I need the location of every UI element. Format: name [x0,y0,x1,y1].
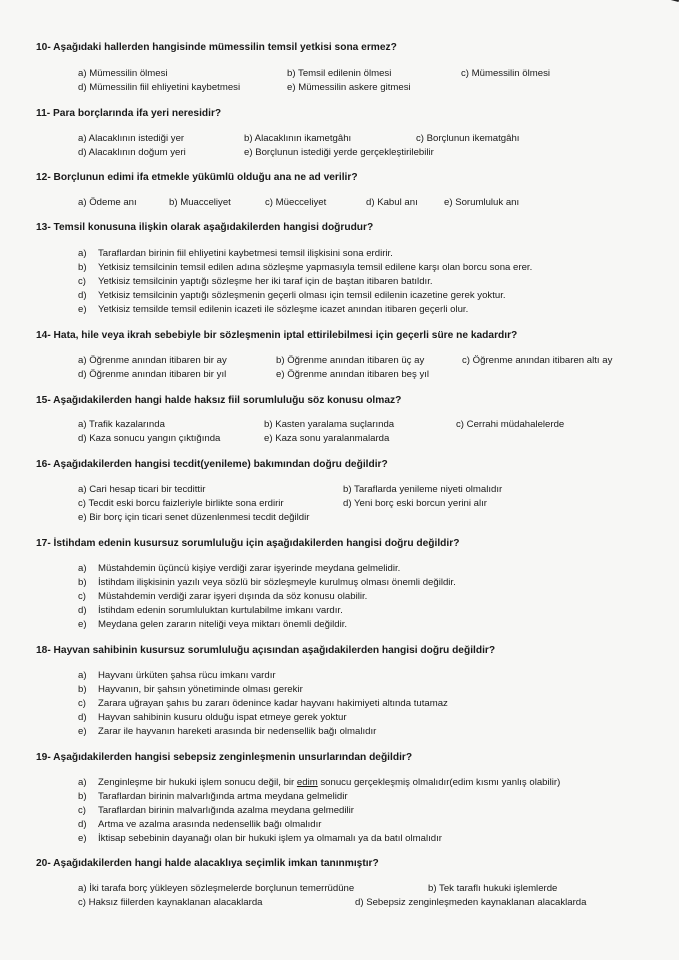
question-10-option-b: b) Temsil edilenin ölmesi [287,68,392,79]
question-20-option-c: c) Haksız fiilerden kaynaklanan alacaklarda [78,897,263,908]
question-19-option-c-text: Taraflardan birinin malvarlığında azalma meydana gelmedilir [98,805,354,816]
question-18-option-a-text: Hayvanı ürküten şahsa rücu imkanı vardır [98,670,276,681]
question-14-title: 14- Hata, hile veya ikrah sebebiyle bir sözleşmenin iptal ettirilebilmesi için geçerli süre ne kadardır? [36,330,518,341]
scan-corner-mark [659,0,679,10]
question-16-title: 16- Aşağıdakilerden hangisi tecdit(yenileme) bakımından doğru değildir? [36,459,388,470]
question-11-option-a: a) Alacaklının istediği yer [78,133,185,144]
question-11-option-d: d) Alacaklının doğum yeri [78,147,186,158]
question-19-option-d-label: d) [78,819,87,830]
question-19-option-b-label: b) [78,791,87,802]
question-17-option-d-text: İstihdam edenin sorumluluktan kurtulabilme imkanı vardır. [98,605,343,616]
question-20-option-b: b) Tek taraflı hukuki işlemlerde [428,883,558,894]
question-17-option-c-text: Müstahdemin verdiği zarar işyeri dışında da söz konusu olabilir. [98,591,368,602]
question-20-option-a: a) İki tarafa borç yükleyen sözleşmelerde borçlunun temerrüdüne [78,883,355,894]
question-13-option-d-text: Yetkisiz temsilcinin yaptığı sözleşmenin geçerli olması için temsil edilenin icazetine gerek yoktur. [98,290,506,301]
question-20-title: 20- Aşağıdakilerden hangi halde alacaklıya seçimlik imkan tanınmıştır? [36,858,379,869]
question-13-option-d-label: d) [78,290,87,301]
question-18-title: 18- Hayvan sahibinin kusursuz sorumluluğu açısından aşağıdakilerden hangisi doğru değildir? [36,645,496,656]
question-10-option-d: d) Mümessilin fiil ehliyetini kaybetmesi [78,82,241,93]
question-17-option-e-label: e) [78,619,87,630]
question-17-option-e-text: Meydana gelen zararın niteliği veya miktarı önemli değildir. [98,619,348,630]
question-18-option-e-label: e) [78,726,87,737]
question-17-option-a-text: Müstahdemin üçüncü kişiye verdiği zarar işyerinde meydana gelmelidir. [98,563,401,574]
question-15-option-a: a) Trafik kazalarında [78,419,165,430]
question-13-option-c-text: Yetkisiz temsilcinin yaptığı sözleşme her iki taraf için de baştan itibaren batıldır. [98,276,433,287]
question-14-option-a: a) Öğrenme anından itibaren bir ay [78,355,227,366]
question-12-option-e: e) Sorumluluk anı [444,197,520,208]
question-10-option-c: c) Mümessilin ölmesi [461,68,551,79]
question-17-option-a-label: a) [78,563,87,574]
question-14-option-b: b) Öğrenme anından itibaren üç ay [276,355,425,366]
question-13-option-e-text: Yetkisiz temsilde temsil edilenin icazeti ile sözleşme icazet anından itibaren geçerli olur. [98,304,469,315]
question-19-option-a-text-end: sonucu gerçekleşmiş olmalıdır(edim kısmı yanlış olabilir) [317,777,561,788]
question-18-option-d-label: d) [78,712,87,723]
question-13-option-a-text: Taraflardan birinin fiil ehliyetini kaybetmesi temsil ilişkisini sona erdirir. [98,248,393,259]
question-13-title: 13- Temsil konusuna ilişkin olarak aşağıdakilerden hangisi doğrudur? [36,222,374,233]
question-17-option-c-label: c) [78,591,86,602]
question-18-option-a-label: a) [78,670,87,681]
question-19-option-a-underlined-word: edim [296,777,318,788]
question-19-title: 19- Aşağıdakilerden hangisi sebepsiz zenginleşmenin unsurlarından değildir? [36,752,413,763]
question-11-title: 11- Para borçlarında ifa yeri neresidir? [36,108,222,119]
question-16-option-e: e) Bir borç için ticari senet düzenlenmesi tecdit değildir [78,512,310,523]
question-11-option-e: e) Borçlunun istediği yerde gerçekleştirilebilir [244,147,434,158]
question-19-option-e-text: İktisap sebebinin dayanağı olan bir hukuki işlem ya olmamalı ya da batıl olmalıdır [98,833,442,844]
question-15-option-b: b) Kasten yaralama suçlarında [264,419,395,430]
question-19-option-a-text-start: Zenginleşme bir hukuki işlem sonucu değil, bir [98,777,297,788]
question-16-option-a: a) Cari hesap ticari bir tecdittir [78,484,206,495]
question-15-title: 15- Aşağıdakilerden hangi halde haksız fiil sorumluluğu söz konusu olmaz? [36,395,402,406]
question-13-option-e-label: e) [78,304,87,315]
question-19-option-d-text: Artma ve azalma arasında nedensellik bağı olmalıdır [98,819,322,830]
question-13-option-b-text: Yetkisiz temsilcinin temsil edilen adına sözleşme yapmasıyla temsil edilene karşı olan borcu sona erer. [98,262,533,273]
question-10-title: 10- Aşağıdaki hallerden hangisinde mümessilin temsil yetkisi sona ermez? [36,42,397,53]
question-15-option-c: c) Cerrahi müdahalelerde [456,419,565,430]
question-18-option-d-text: Hayvan sahibinin kusuru olduğu ispat etmeye gerek yoktur [98,712,347,723]
question-15-option-e: e) Kaza sonu yaralanmalarda [264,433,390,444]
question-16-option-b: b) Taraflarda yenileme niyeti olmalıdır [343,484,503,495]
question-12-option-b: b) Muacceliyet [169,197,231,208]
question-12-option-d: d) Kabul anı [366,197,418,208]
question-12-option-c: c) Müecceliyet [265,197,327,208]
question-14-option-d: d) Öğrenme anından itibaren bir yıl [78,369,227,380]
question-11-option-b: b) Alacaklının ikametgâhı [244,133,352,144]
question-17-option-d-label: d) [78,605,87,616]
question-18-option-c-text: Zarara uğrayan şahıs bu zararı ödenince kadar hayvanı hakimiyeti altında tutamaz [98,698,448,709]
question-19-option-e-label: e) [78,833,87,844]
question-11-option-c: c) Borçlunun ikematgâhı [416,133,520,144]
question-19-option-b-text: Taraflardan birinin malvarlığında artma meydana gelmelidir [98,791,348,802]
question-19-option-a-text [98,777,560,788]
question-18-option-c-label: c) [78,698,86,709]
question-13-option-c-label: c) [78,276,86,287]
question-19-option-c-label: c) [78,805,86,816]
question-14-option-e: e) Öğrenme anından itibaren beş yıl [276,369,430,380]
question-17-option-b-label: b) [78,577,87,588]
question-18-option-e-text: Zarar ile hayvanın hareketi arasında bir nedensellik bağı olmalıdır [98,726,377,737]
question-13-option-b-label: b) [78,262,87,273]
question-10-option-e: e) Mümessilin askere gitmesi [287,82,411,93]
question-15-option-d: d) Kaza sonucu yangın çıktığında [78,433,221,444]
question-13-option-a-label: a) [78,248,87,259]
question-20-option-d: d) Sebepsiz zenginleşmeden kaynaklanan alacaklarda [355,897,587,908]
question-12-title: 12- Borçlunun edimi ifa etmekle yükümlü olduğu ana ne ad verilir? [36,172,358,183]
question-16-option-d: d) Yeni borç eski borcun yerini alır [343,498,487,509]
question-19-option-a-label: a) [78,777,87,788]
question-10-option-a: a) Mümessilin ölmesi [78,68,168,79]
question-16-option-c: c) Tecdit eski borcu faizleriyle birlikte sona erdirir [78,498,284,509]
question-17-title: 17- İstihdam edenin kusursuz sorumluluğu için aşağıdakilerden hangisi doğru değildir? [36,538,460,549]
question-17-option-b-text: İstihdam ilişkisinin yazılı veya sözlü bir sözleşmeyle kurulmuş olması önemli değildir. [98,577,456,588]
question-18-option-b-text: Hayvanın, bir şahsın yönetiminde olması gerekir [98,684,303,695]
question-18-option-b-label: b) [78,684,87,695]
question-14-option-c: c) Öğrenme anından itibaren altı ay [462,355,613,366]
question-12-option-a: a) Ödeme anı [78,197,137,208]
